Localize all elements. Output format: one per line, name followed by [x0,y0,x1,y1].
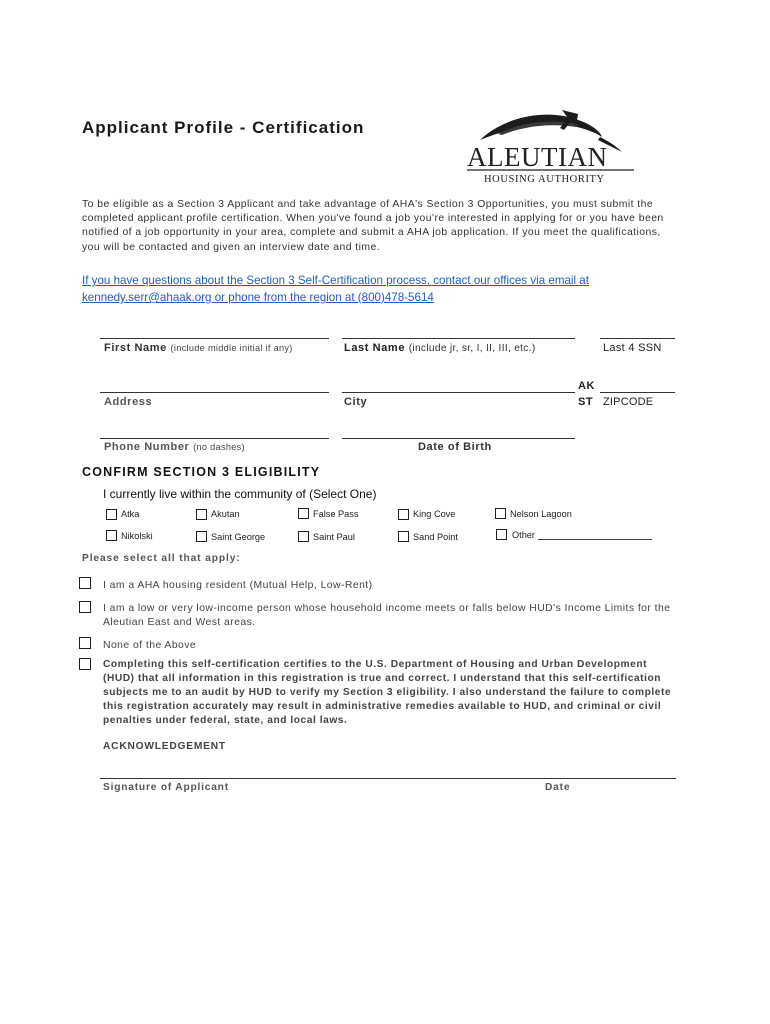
community-label-king-cove: King Cove [413,509,456,519]
community-checkbox-nelson-lagoon[interactable] [495,508,506,519]
community-checkbox-saint-george[interactable] [196,531,207,542]
other-community-field[interactable] [538,539,652,540]
address-label: Address [104,396,153,408]
select-all-heading: Please select all that apply: [82,553,241,564]
first-name-label [104,342,293,354]
option-checkbox-housing-resident[interactable] [79,577,91,589]
community-label-other: Other [512,530,535,540]
last-name-label-text: Last Name [344,342,406,354]
option-none: None of the Above [103,640,197,651]
contact-line-1[interactable]: If you have questions about the Section 3 Self-Certification process, contact our offices via email at [82,274,589,287]
community-checkbox-other[interactable] [496,529,507,540]
option-housing-resident: I am a AHA housing resident (Mutual Help, Low-Rent) [103,580,373,591]
dob-label: Date of Birth [418,441,492,453]
state-value: AK [578,380,596,392]
zipcode-field[interactable] [600,392,675,393]
community-checkbox-false-pass[interactable] [298,508,309,519]
community-label-saint-paul: Saint Paul [313,532,355,542]
phone-label [104,441,245,453]
page-title: Applicant Profile - Certification [82,118,365,137]
last-name-label [344,342,536,354]
state-field[interactable] [578,378,595,410]
ssn-field[interactable] [600,338,675,339]
community-label-akutan: Akutan [211,509,240,519]
phone-field[interactable] [100,438,329,439]
last-name-field[interactable] [342,338,575,339]
last-name-hint: (include jr, sr, I, II, III, etc.) [408,343,536,354]
aleutian-logo-icon [450,104,650,190]
contact-link[interactable] [82,272,642,306]
community-checkbox-saint-paul[interactable] [298,531,309,542]
community-checkbox-akutan[interactable] [196,509,207,520]
phone-hint: (no dashes) [193,442,245,452]
first-name-field[interactable] [100,338,329,339]
certification-checkbox[interactable] [79,658,91,670]
community-checkbox-atka[interactable] [106,509,117,520]
date-label: Date [545,782,571,793]
aleutian-logo [450,104,650,190]
intro-paragraph: To be eligible as a Section 3 Applicant and take advantage of AHA's Section 3 Opportunities, you must submit the completed applicant profile certification. When you've found a job you're interested in applying for or you have been notified of a job opportunity in your area, complete and submit a AHA job application. If you meet the qualifications, you will be contacted and given an interview date and time. [82,199,664,253]
zipcode-label: ZIPCODE [603,396,654,408]
community-checkbox-sand-point[interactable] [398,531,409,542]
community-label-false-pass: False Pass [313,509,359,519]
community-label-atka: Atka [121,509,140,519]
signature-field[interactable] [100,778,676,779]
eligibility-heading: CONFIRM SECTION 3 ELIGIBILITY [82,465,321,479]
contact-line-2[interactable]: kennedy.serr@ahaak.org or phone from the region at (800)478-5614 [82,291,434,304]
address-field[interactable] [100,392,329,393]
city-label: City [344,396,368,408]
option-low-income: I am a low or very low-income person whose household income meets or falls below HUD's Income Limits for the Aleutian East and West areas. [103,603,671,628]
acknowledgement-heading: ACKNOWLEDGEMENT [103,741,226,752]
first-name-label-text: First Name [104,342,167,354]
logo-wordmark: ALEUTIAN [467,142,608,172]
community-label-saint-george: Saint George [211,532,266,542]
dob-field[interactable] [342,438,575,439]
logo-subtitle: HOUSING AUTHORITY [484,174,605,185]
city-field[interactable] [342,392,575,393]
signature-label: Signature of Applicant [103,782,229,793]
community-label-sand-point: Sand Point [413,532,458,542]
community-checkbox-nikolski[interactable] [106,530,117,541]
state-label: ST [578,396,594,408]
ssn-label: Last 4 SSN [603,342,662,354]
option-checkbox-none[interactable] [79,637,91,649]
certification-statement: Completing this self-certification certifies to the U.S. Department of Housing and Urban Development (HUD) that all information in this registration is true and correct. I understand that this self-certification subjects me to an audit by HUD to verify my Section 3 eligibility. I also understand the failure to complete this registration accurately may result in administrative remedies available to HUD, and criminal or civil penalties under federal, state, and local laws. [103,659,672,726]
community-label-nelson-lagoon: Nelson Lagoon [510,509,572,519]
eligibility-subheading: I currently live within the community of (Select One) [103,487,377,501]
community-label-nikolski: Nikolski [121,531,153,541]
community-checkbox-king-cove[interactable] [398,509,409,520]
phone-label-text: Phone Number [104,441,190,453]
first-name-hint: (include middle initial if any) [170,343,293,353]
option-checkbox-low-income[interactable] [79,601,91,613]
